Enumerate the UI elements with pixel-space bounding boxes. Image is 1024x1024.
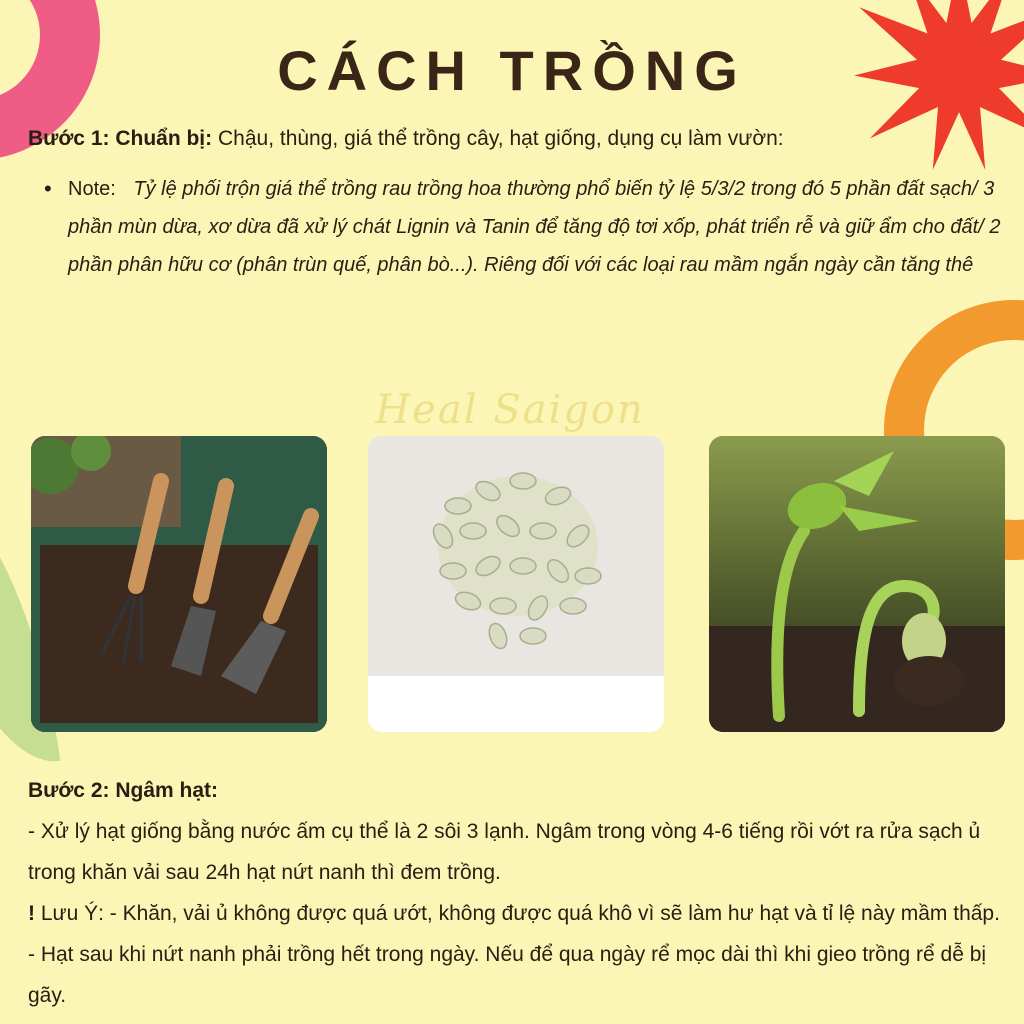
warning-text: Lưu Ý: - Khăn, vải ủ không được quá ướt, không được quá khô vì sẽ làm hư hạt và tỉ lệ này mầm thấp. - Hạt sau khi nứt nanh phải trồng hết trong ngày. Nếu để qua ngày rể mọc dài thì khi gieo trồng rể dễ bị gãy. <box>28 902 1000 1007</box>
step2-title: Bước 2: Ngâm hạt: <box>28 779 218 802</box>
step2-section <box>28 770 1008 1016</box>
watermark-logo: Heal Saigon <box>375 387 645 433</box>
step1-line <box>28 124 1018 154</box>
note-text: Tỷ lệ phối trộn giá thể trồng rau trồng hoa thường phổ biến tỷ lệ 5/3/2 trong đó 5 phần đất sạch/ 3 phần mùn dừa, xơ dừa đã xử lý chát Lignin và Tanin để tăng độ tơi xốp, phát triển rễ và giữ ẩm cho đất/ 2 phần phân hữu cơ (phân trùn quế, phân bò...). Riêng đối với các loại rau mầm ngắn ngày cần tăng thê <box>68 178 1001 276</box>
step2-warning <box>28 893 1008 1016</box>
step2-instruction: - Xử lý hạt giống bằng nước ấm cụ thể là 2 sôi 3 lạnh. Ngâm trong vòng 4-6 tiếng rồi vớt ra rửa sạch ủ trong khăn vải sau 24h hạt nứt nanh thì đem trồng. <box>28 820 981 884</box>
bean-sprout-photo <box>709 436 1005 732</box>
step1-text: Chậu, thùng, giá thể trồng cây, hạt giống, dụng cụ làm vườn: <box>217 127 784 150</box>
garden-tools-photo <box>31 436 327 732</box>
step1-label: Bước 1: Chuẩn bị: <box>28 127 213 150</box>
note-label: Note: <box>68 178 116 200</box>
bullet-icon: • <box>44 176 52 201</box>
warning-icon: ! <box>28 902 35 925</box>
page-title: CÁCH TRỒNG <box>277 39 747 102</box>
bean-seeds-photo <box>368 436 664 732</box>
